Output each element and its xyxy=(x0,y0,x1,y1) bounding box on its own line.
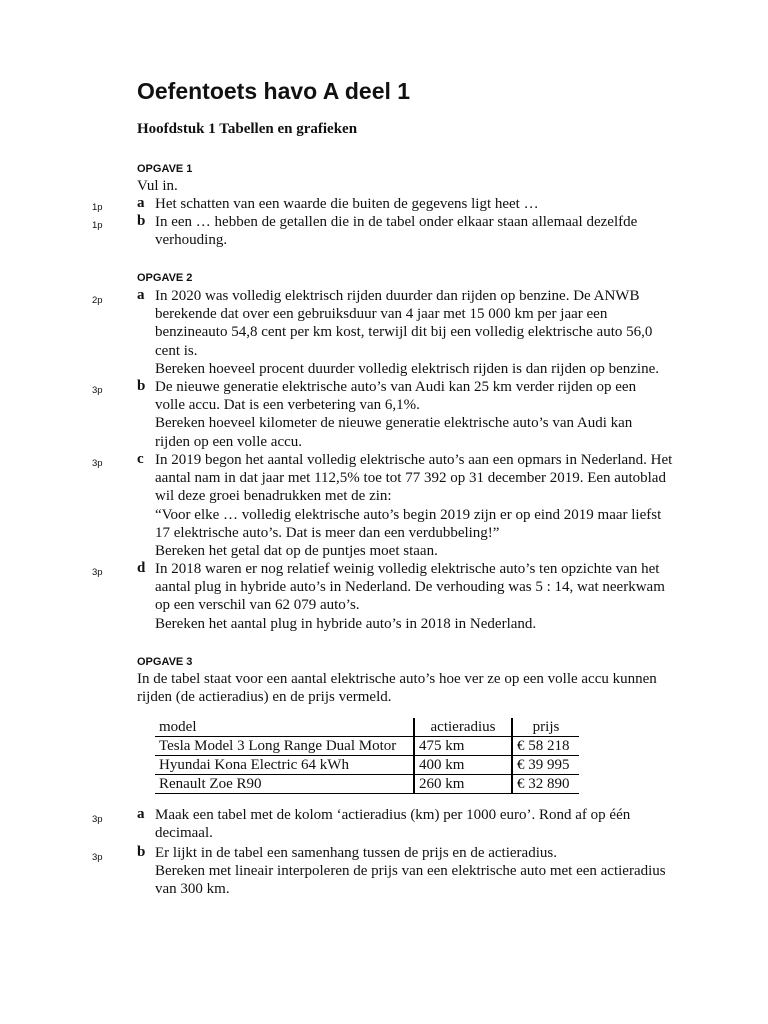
question-text: Er lijkt in de tabel een samenhang tussen de prijs en de actieradius. Bereken met lineair interpoleren de prijs van een elektrische auto met een actieradius van 300 km. xyxy=(155,845,666,898)
question-text: In 2019 begon het aantal volledig elektrische auto’s aan een opmars in Nederland. Het aantal nam in dat jaar met 112,5% toe tot 77 392 op 31 december 2019. Een autoblad wil deze groei benadrukken met de zin: “Voor elke … volledig elektrische auto’s begin 2019 zijn er op eind 2019 maar liefst 17 elektrische auto’s. Dat is meer dan een verdubbeling!” Bereken het getal dat op de puntjes moet staan. xyxy=(155,452,673,560)
question-text: Het schatten van een waarde die buiten de gegevens ligt heet … xyxy=(155,196,539,212)
table-cell-model: Hyundai Kona Electric 64 kWh xyxy=(155,756,414,775)
question-letter: a xyxy=(137,195,145,211)
opgave-3-intro: In de tabel staat voor een aantal elektrische auto’s hoe ver ze op een volle accu kunnen rijden (de actieradius) en de prijs vermeld. xyxy=(137,671,657,706)
table-cell-prijs: € 58 218 xyxy=(512,737,579,756)
question-points: 3p xyxy=(92,385,103,396)
question-text: De nieuwe generatie elektrische auto’s van Audi kan 25 km verder rijden op een volle accu. Dat is een verbetering van 6,1%. Bereken hoeveel kilometer de nieuwe generatie elektrische auto’s van Audi kan rijden op een volle accu. xyxy=(155,379,637,450)
chapter-heading: Hoofdstuk 1 Tabellen en grafieken xyxy=(137,121,358,137)
question-text: In een … hebben de getallen die in de tabel onder elkaar staan allemaal dezelfde verhouding. xyxy=(155,214,638,249)
opgave-3-heading: OPGAVE 3 xyxy=(137,656,193,668)
question-points: 3p xyxy=(92,567,103,578)
question-letter: a xyxy=(137,806,145,822)
table-cell-model: Tesla Model 3 Long Range Dual Motor xyxy=(155,737,414,756)
question-letter: a xyxy=(137,287,145,303)
question-points: 3p xyxy=(92,814,103,825)
question-points: 1p xyxy=(92,220,103,231)
table-cell-prijs: € 39 995 xyxy=(512,756,579,775)
table-cell-model: Renault Zoe R90 xyxy=(155,775,414,794)
question-letter: b xyxy=(137,844,146,860)
table-header-actieradius: actieradius xyxy=(414,718,512,737)
question-text: In 2018 waren er nog relatief weinig volledig elektrische auto’s ten opzichte van het aantal plug in hybride auto’s in Nederland. De verhouding was 5 : 14, wat neerkwam op een verschil van 62 079 auto’s. Bereken het aantal plug in hybride auto’s in 2018 in Nederland. xyxy=(155,561,665,632)
page-title: Oefentoets havo A deel 1 xyxy=(137,78,411,104)
table-row xyxy=(155,775,579,794)
question-letter: b xyxy=(137,213,146,229)
opgave-2-heading: OPGAVE 2 xyxy=(137,272,193,284)
question-text: Maak een tabel met de kolom ‘actieradius (km) per 1000 euro’. Rond af op één decimaal. xyxy=(155,807,631,842)
table-cell-prijs: € 32 890 xyxy=(512,775,579,794)
question-letter: c xyxy=(137,451,144,467)
table-row xyxy=(155,737,579,756)
car-table xyxy=(155,718,579,794)
question-points: 3p xyxy=(92,458,103,469)
table-header-prijs: prijs xyxy=(512,718,579,737)
question-points: 3p xyxy=(92,852,103,863)
question-text: In 2020 was volledig elektrisch rijden duurder dan rijden op benzine. De ANWB berekende dat over een gebruiksduur van 4 jaar met 15 000 km per jaar een benzineauto 54,8 cent per km kost, terwijl dit bij een volledig elektrische auto 56,0 cent is. Bereken hoeveel procent duurder volledig elektrisch rijden is dan rijden op benzine. xyxy=(155,288,659,377)
question-letter: b xyxy=(137,378,146,394)
table-cell-actieradius: 475 km xyxy=(414,737,512,756)
question-points: 1p xyxy=(92,202,103,213)
table-row xyxy=(155,756,579,775)
table-header-model: model xyxy=(155,718,414,737)
table-cell-actieradius: 260 km xyxy=(414,775,512,794)
opgave-1-heading: OPGAVE 1 xyxy=(137,163,193,175)
question-points: 2p xyxy=(92,295,103,306)
opgave-1-intro: Vul in. xyxy=(137,178,178,194)
table-cell-actieradius: 400 km xyxy=(414,756,512,775)
question-letter: d xyxy=(137,560,146,576)
